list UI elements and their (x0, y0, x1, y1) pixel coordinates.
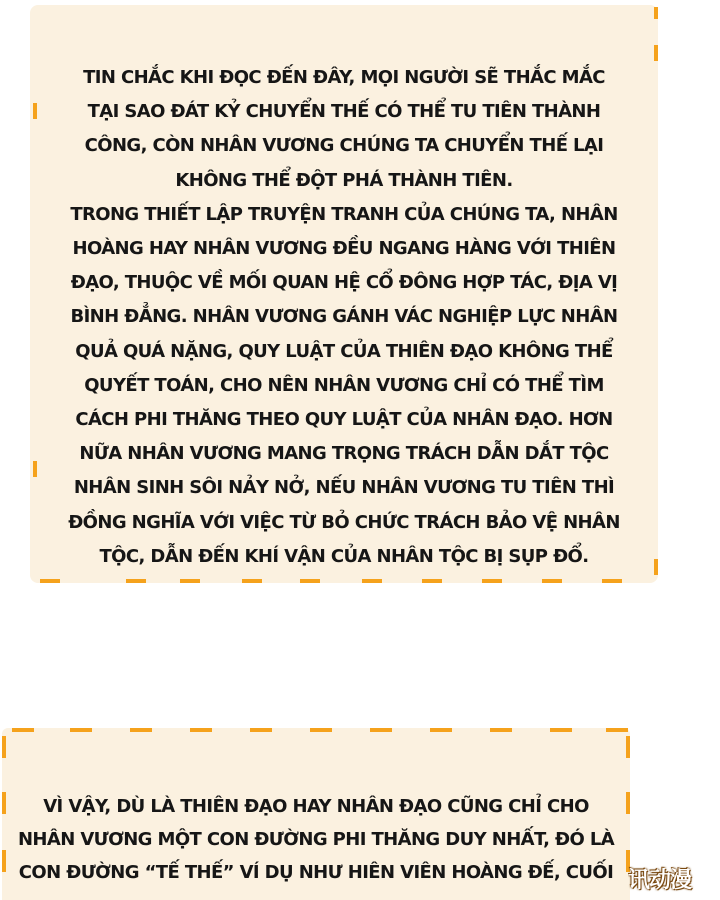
text-line: CÔNG, CÒN NHÂN VƯƠNG CHÚNG TA CHUYỂN THẾ LẠI (84, 135, 604, 157)
border-dash (2, 736, 6, 758)
text-line: HOÀNG HAY NHÂN VƯƠNG ĐỀU NGANG HÀNG VỚI THIÊN (72, 238, 616, 260)
text-line: ĐỒNG NGHĨA VỚI VIỆC TỪ BỎ CHỨC TRÁCH BẢO VỆ NHÂN (68, 511, 620, 533)
border-dash (180, 579, 200, 583)
text-line: QUYẾT TOÁN, CHO NÊN NHÂN VƯƠNG CHỈ CÓ THỂ TÌM (84, 374, 604, 396)
author-note-box (2, 728, 630, 900)
border-dash (12, 728, 34, 732)
border-dash (126, 579, 146, 583)
border-dash (654, 45, 658, 61)
text-line: TRONG THIẾT LẬP TRUYỆN TRANH CỦA CHÚNG TA, NHÂN (70, 203, 618, 225)
note-paragraph (2, 790, 630, 889)
author-note-box (30, 5, 658, 583)
watermark-logo: 讯动漫 (628, 868, 692, 893)
border-dash (310, 728, 332, 732)
border-dash (250, 728, 272, 732)
border-dash (654, 7, 658, 19)
border-dash (482, 579, 502, 583)
border-dash (70, 728, 92, 732)
border-dash (370, 728, 392, 732)
border-dash (190, 728, 212, 732)
border-dash (242, 579, 262, 583)
border-dash (40, 579, 60, 583)
text-line: ĐẠO, THUỘC VỀ MỐI QUAN HỆ CỔ ĐÔNG HỢP TÁC, ĐỊA VỊ (70, 272, 618, 294)
border-dash (130, 728, 152, 732)
text-line: TIN CHẮC KHI ĐỌC ĐẾN ĐÂY, MỌI NGƯỜI SẼ THẮC MẮC (83, 67, 605, 88)
border-dash (550, 728, 572, 732)
text-line: TỘC, DẪN ĐẾN KHÍ VẬN CỦA NHÂN TỘC BỊ SỤP ĐỔ. (99, 545, 589, 567)
text-line: NỮA NHÂN VƯƠNG MANG TRỌNG TRÁCH DẪN DẮT TỘC (79, 443, 609, 465)
text-line: NHÂN SINH SÔI NẢY NỞ, NẾU NHÂN VƯƠNG TU TIÊN THÌ (73, 477, 615, 499)
border-dash (362, 579, 382, 583)
border-dash (626, 736, 630, 758)
border-dash (602, 579, 622, 583)
text-line: CON ĐƯỜNG “TẾ THẾ” VÍ DỤ NHƯ HIÊN VIÊN HOÀNG ĐẾ, CUỐI (18, 862, 614, 883)
border-dash (422, 579, 442, 583)
text-line: QUẢ QUÁ NẶNG, QUY LUẬT CỦA THIÊN ĐẠO KHÔNG THỂ (75, 340, 613, 362)
border-dash (430, 728, 452, 732)
text-line: TẠI SAO ĐÁT KỶ CHUYỂN THẾ CÓ THỂ TU TIÊN THÀNH (87, 101, 601, 123)
border-dash (300, 579, 320, 583)
border-dash (606, 728, 628, 732)
text-line: VÌ VẬY, DÙ LÀ THIÊN ĐẠO HAY NHÂN ĐẠO CŨNG CHỈ CHO (43, 796, 589, 817)
text-line: NHÂN VƯƠNG MỘT CON ĐƯỜNG PHI THĂNG DUY NHẤT, ĐÓ LÀ (17, 829, 615, 850)
text-line: KHÔNG THỂ ĐỘT PHÁ THÀNH TIÊN. (175, 169, 513, 191)
text-line: CÁCH PHI THĂNG THEO QUY LUẬT CỦA NHÂN ĐẠO. HƠN (75, 409, 613, 431)
border-dash (542, 579, 562, 583)
note-paragraph (30, 61, 658, 574)
border-dash (490, 728, 512, 732)
text-line: BÌNH ĐẲNG. NHÂN VƯƠNG GÁNH VÁC NGHIỆP LỰC NHÂN (70, 306, 618, 328)
